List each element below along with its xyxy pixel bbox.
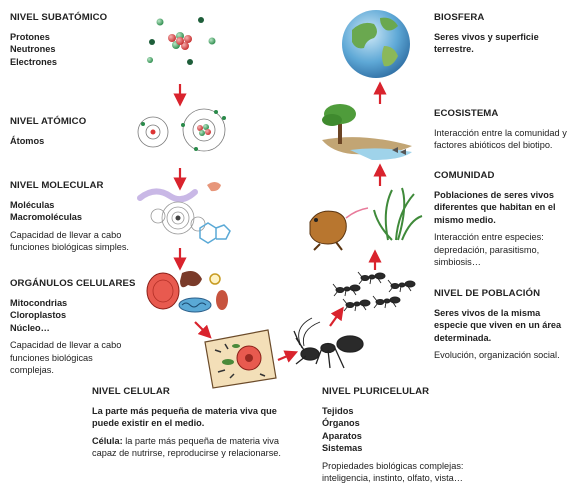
community-illustration bbox=[310, 188, 422, 250]
atoms-illustration bbox=[138, 109, 226, 151]
population-summary: Seres vivos de la misma especie que viven en un área determinada. bbox=[434, 307, 562, 343]
molecular-title: NIVEL MOLECULAR bbox=[10, 180, 104, 191]
globe-illustration bbox=[342, 10, 410, 78]
subatomic-particles-illustration bbox=[147, 17, 216, 65]
cellular-summary: La parte más pequeña de materia viva que puede existir en el medio. bbox=[92, 405, 277, 428]
population-description: Evolución, organización social. bbox=[434, 350, 560, 360]
community-summary: Poblaciones de seres vivos diferentes que habitan en el mismo medio. bbox=[434, 189, 556, 225]
community-title: COMUNIDAD bbox=[434, 170, 495, 181]
atomic-level-block bbox=[10, 116, 135, 147]
population-title: NIVEL DE POBLACIÓN bbox=[434, 288, 541, 299]
organelles-item: Mitocondrias bbox=[10, 297, 68, 308]
subatomic-item: Electrones bbox=[10, 56, 57, 67]
population-illustration bbox=[333, 272, 415, 311]
multicellular-item: Tejidos bbox=[322, 405, 354, 416]
cell-illustration bbox=[205, 330, 276, 388]
population-level-block bbox=[434, 288, 568, 362]
organelles-illustration bbox=[147, 271, 228, 312]
atomic-title: NIVEL ATÓMICO bbox=[10, 116, 87, 127]
cellular-description: la parte más pequeña de materia viva capaz de nutrirse, reproducirse y relacionarse. bbox=[92, 435, 281, 458]
organelles-level-block bbox=[10, 278, 138, 377]
biosphere-summary: Seres vivos y superficie terrestre. bbox=[434, 31, 539, 54]
multicellular-item: Sistemas bbox=[322, 443, 363, 453]
organelles-item: Cloroplastos bbox=[10, 310, 67, 320]
molecular-level-block bbox=[10, 180, 138, 254]
subatomic-item: Protones bbox=[10, 31, 50, 42]
subatomic-level-block bbox=[10, 12, 135, 68]
molecular-item: Macromoléculas bbox=[10, 212, 82, 222]
organelles-description: Capacidad de llevar a cabo funciones biológicas complejas. bbox=[10, 340, 122, 375]
subatomic-title: NIVEL SUBATÓMICO bbox=[10, 12, 108, 23]
multicellular-level-block bbox=[322, 386, 512, 485]
flow-arrows bbox=[180, 84, 380, 360]
biosphere-title: BIOSFERA bbox=[434, 12, 485, 23]
community-level-block bbox=[434, 170, 568, 269]
cellular-title: NIVEL CELULAR bbox=[92, 386, 170, 397]
molecules-illustration bbox=[140, 182, 230, 243]
organelles-item: Núcleo… bbox=[10, 322, 50, 333]
multicellular-item: Aparatos bbox=[322, 430, 362, 441]
cellular-term: Célula: bbox=[92, 435, 123, 446]
ant-illustration bbox=[294, 318, 363, 368]
ecosystem-description: Interacción entre la comunidad y factores abióticos del biotipo. bbox=[434, 127, 567, 150]
community-description: Interacción entre especies: depredación, parasitismo, simbiosis… bbox=[434, 232, 544, 267]
organelles-title: ORGÁNULOS CELULARES bbox=[10, 278, 136, 289]
molecular-item: Moléculas bbox=[10, 199, 55, 210]
cellular-level-block bbox=[92, 386, 297, 460]
ecosystem-title: ECOSISTEMA bbox=[434, 108, 499, 119]
molecular-description: Capacidad de llevar a cabo funciones biológicas simples. bbox=[10, 229, 129, 252]
multicellular-item: Órganos bbox=[322, 418, 360, 428]
multicellular-description: Propiedades biológicas complejas: inteligencia, instinto, olfato, vista… bbox=[322, 460, 464, 483]
atomic-item: Átomos bbox=[10, 135, 45, 146]
multicellular-title: NIVEL PLURICELULAR bbox=[322, 386, 430, 397]
subatomic-item: Neutrones bbox=[10, 44, 56, 54]
ecosystem-level-block bbox=[434, 108, 570, 152]
cellular-definition bbox=[92, 435, 297, 460]
biosphere-level-block bbox=[434, 12, 559, 56]
ecosystem-illustration bbox=[322, 104, 412, 160]
